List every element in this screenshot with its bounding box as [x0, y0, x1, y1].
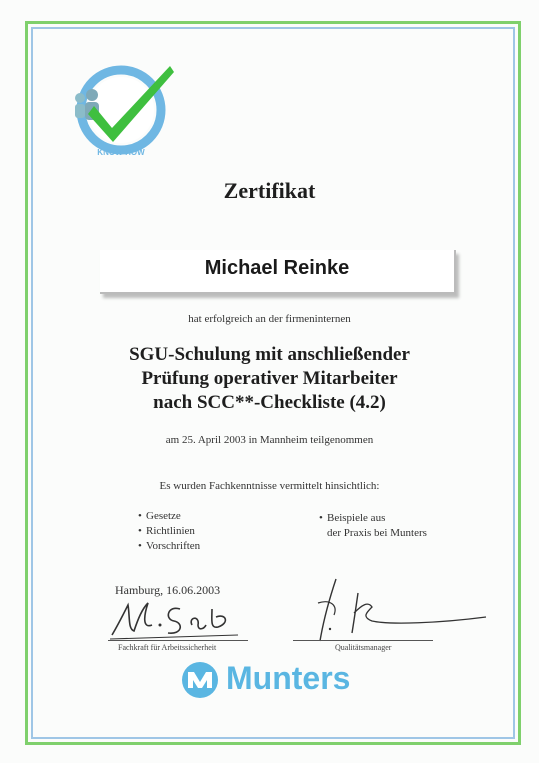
course-line-1: SGU-Schulung mit anschließender: [129, 344, 410, 365]
list-item: • Richtlinien: [138, 525, 195, 537]
munters-logo-icon: [178, 660, 222, 700]
know-how-logo: [66, 58, 176, 158]
place-date: Hamburg, 16.06.2003: [115, 583, 221, 597]
signature-left: [108, 595, 248, 645]
caption-quality-manager: Qualitätsmanager: [335, 643, 392, 652]
list-item: • Gesetze: [138, 510, 181, 522]
company-name: Munters: [226, 660, 351, 696]
topic-list: [138, 509, 200, 554]
course-title: [0, 343, 539, 415]
signature-line-left: [108, 640, 248, 641]
signature-right: [300, 577, 490, 645]
logo-text: KNOW-HOW: [97, 148, 145, 157]
date-line: am 25. April 2003 in Mannheim teilgenommen: [165, 434, 374, 446]
signature-line-right: [293, 640, 433, 641]
examples-list: [319, 511, 427, 541]
list-item: • Vorschriften: [138, 540, 201, 552]
list-item: der Praxis bei Munters: [327, 527, 427, 539]
course-line-3: nach SCC**-Checkliste (4.2): [153, 392, 386, 413]
intro-text: hat erfolgreich an der firmeninternen: [188, 313, 351, 325]
knowledge-intro: Es wurden Fachkenntnisse vermittelt hinsichtlich:: [159, 480, 380, 492]
certificate-title: Zertifikat: [223, 178, 316, 203]
caption-safety-specialist: Fachkraft für Arbeitssicherheit: [118, 643, 217, 652]
recipient-name: Michael Reinke: [204, 257, 350, 279]
list-item: • Beispiele aus: [319, 512, 386, 524]
course-line-2: Prüfung operativer Mitarbeiter: [141, 368, 398, 389]
